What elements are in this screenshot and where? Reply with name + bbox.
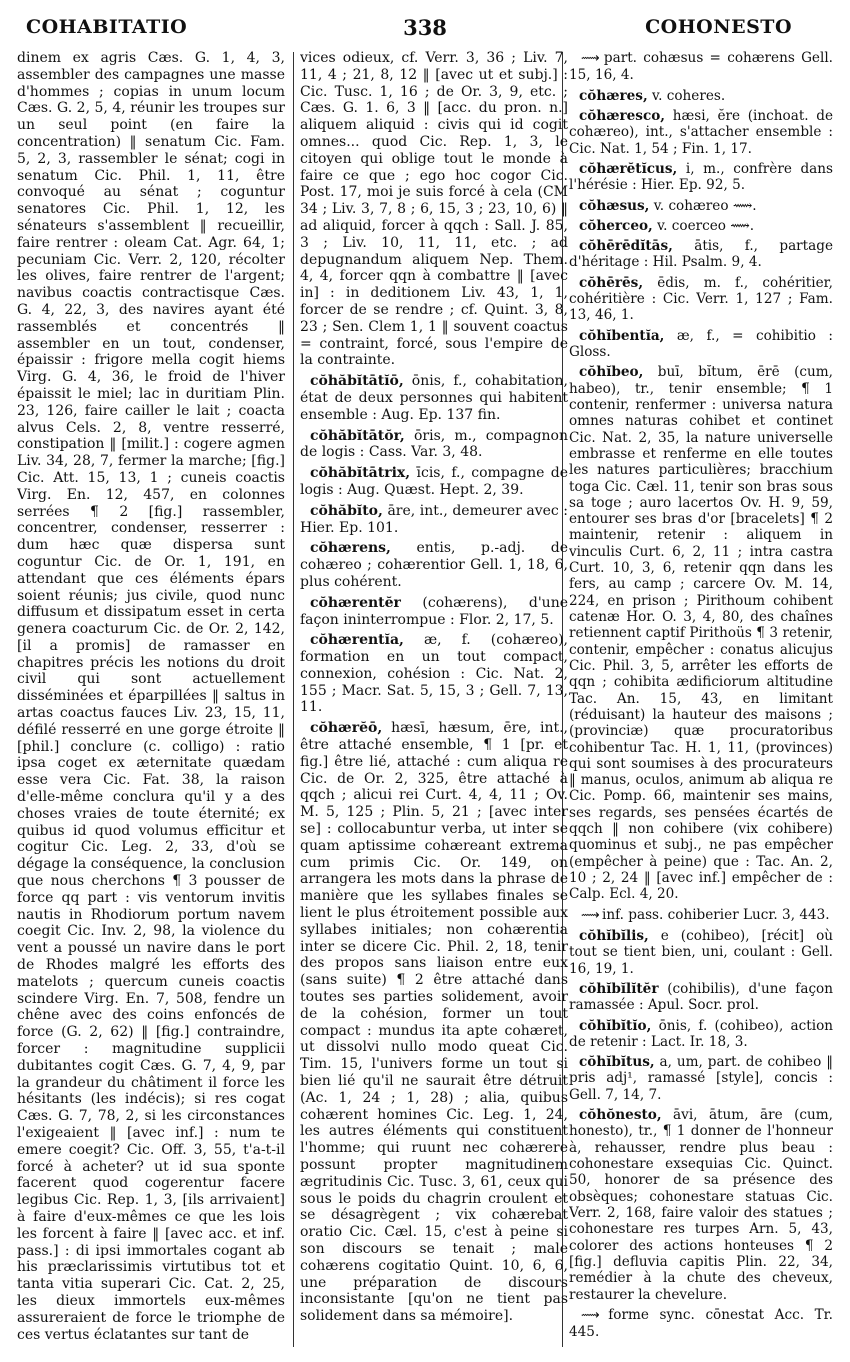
- headword: cŏhērēdĭtās,: [579, 238, 673, 255]
- dictionary-entry: [569, 981, 833, 1014]
- dictionary-entry: [569, 198, 833, 214]
- entry-text: e (cohibeo), [récit] où tout se tient bien, uni, coulant : Gell. 16, 19, 1.: [569, 927, 833, 977]
- headword: cŏhērēs,: [579, 274, 644, 291]
- dictionary-entry: [300, 50, 568, 369]
- page-number: 338: [403, 15, 447, 40]
- entry-text: hæsi, ĕre (inchoat. de cohæreo), int., s'attacher ensemble : Cic. Nat. 1, 54 ; Fin. 1, 17.: [569, 107, 833, 157]
- entry-text: āvi, ātum, āre (cum, honesto), tr., ¶ 1 donner de l'honneur à, rehausser, rendre plus beau : cohonestare exsequias Cic. Quinct. 50, honorer de sa présence des obsèques; cohonestare statuas Cic. Verr. 2, 168, faire valoir des statues ; cohonestare res turpes Arn. 5, 43, colorer des actions honteuses ¶ 2 [fig.] defluvia capitis Plin. 22, 34, remédier à la chute des cheveux, restaurer la chevelure.: [569, 1107, 833, 1303]
- dictionary-entry: [300, 595, 568, 629]
- headword: cŏhĭbeo,: [579, 364, 644, 381]
- entry-note: [569, 907, 833, 924]
- entry-text: i, m., confrère dans l'hérésie : Hier. Ep. 92, 5.: [569, 160, 833, 194]
- headword: cŏhæresco,: [579, 107, 666, 124]
- column-left: [17, 50, 285, 1350]
- headword: cŏhĭbĭtĭo,: [579, 1017, 652, 1034]
- headword: cŏhĭbĭtus,: [579, 1054, 655, 1071]
- headword: cŏhăbĭtātrix,: [310, 465, 411, 482]
- running-head-right: COHONESTO: [645, 16, 792, 38]
- dictionary-entry: [300, 465, 568, 499]
- running-head-left: COHABITATIO: [26, 16, 188, 38]
- dictionary-entry: [300, 373, 568, 423]
- entry-text: ōnis, f., cohabitation, état de deux personnes qui habitent ensemble : Aug. Ep. 137 fin.: [300, 373, 568, 423]
- column-middle: [300, 50, 568, 1350]
- entry-text: ātis, f., partage d'héritage : Hil. Psalm. 9, 4.: [569, 238, 833, 271]
- arrow-icon: ⟿: [581, 51, 598, 66]
- entry-text: inf. pass. cohiberier Lucr. 3, 443.: [601, 906, 830, 923]
- headword: cŏhærĕtĭcus,: [579, 160, 678, 177]
- entry-text: ōris, m., compagnon de logis : Cass. Var. 3, 48.: [300, 427, 568, 461]
- headword: cŏhăbĭtātĭō,: [310, 373, 404, 390]
- arrow-icon: ⟿: [581, 1307, 598, 1323]
- headword: cŏhĭbentĭa,: [579, 327, 665, 344]
- headword: cŏhŏnesto,: [579, 1107, 662, 1124]
- dictionary-entry: [569, 238, 833, 271]
- dictionary-entry: [569, 364, 833, 902]
- dictionary-entry: [569, 928, 833, 977]
- dictionary-entry: [569, 218, 833, 234]
- dictionary-entry: [300, 428, 568, 462]
- entry-text: entis, p.-adj. de cohæreo ; cohærentior Gell. 1, 18, 6, plus cohérent.: [300, 540, 568, 590]
- dictionary-entry: [300, 720, 568, 1325]
- column-right: [569, 50, 833, 1350]
- headword: cŏhærentĭa,: [310, 632, 404, 649]
- entry-text: a, um, part. de cohibeo ‖ pris adj¹, ramassé [style], concis : Gell. 7, 14, 7.: [569, 1054, 833, 1103]
- entry-text: (cohibilis), d'une façon ramassée : Apul. Socr. prol.: [569, 980, 833, 1014]
- dictionary-entry: [569, 328, 833, 361]
- entry-text: v. cohæreo ⟿.: [653, 197, 757, 214]
- dictionary-entry: [569, 1054, 833, 1103]
- dictionary-entry: [300, 503, 568, 537]
- entry-text: (cohærens), d'une façon ininterrompue : Flor. 2, 17, 5.: [300, 594, 568, 628]
- dictionary-entry: [569, 1018, 833, 1051]
- dictionary-entry: [569, 161, 833, 194]
- column-divider: [293, 52, 294, 1347]
- headword: cŏhærentĕr: [310, 594, 401, 611]
- headword: cŏhĭbĭlĭtĕr: [579, 980, 659, 997]
- entry-note: [569, 1307, 833, 1341]
- entry-text: æ, f. (cohæreo), formation en un tout compact, connexion, cohésion : Cic. Nat. 2, 155 ; Macr. Sat. 5, 15, 3 ; Gell. 7, 13, 11.: [300, 632, 568, 716]
- entry-text: part. cohæsus = cohærens Gell. 15, 16, 4.: [569, 50, 833, 84]
- entry-text: ēdis, m. f., cohéritier, cohéritière : Cic. Verr. 1, 127 ; Fam. 13, 46, 1.: [569, 274, 833, 324]
- dictionary-entry: [569, 1107, 833, 1303]
- entry-text: īcis, f., compagne de logis : Aug. Quæst. Hept. 2, 39.: [300, 465, 568, 498]
- dictionary-entry: [569, 88, 833, 104]
- dictionary-entry: [300, 540, 568, 590]
- entry-text: vices odieux, cf. Verr. 3, 36 ; Liv. 7, 11, 4 ; 21, 8, 12 ‖ [avec ut et subj.] : Cic. Tusc. 1, 16 ; de Or. 3, 9, etc. ; Cæs. G. 1. 6, 3 ‖ [acc. du pron. n.] aliquem aliquid : civis qui id cogit omnes... quod Cic. Rep. 1, 3, le citoyen qui oblige tout le monde à faire ce que ; ego hoc cogor Cic. Post. 17, moi je suis forcé à cela (CM 34 ; Liv. 3, 7, 8 ; 6, 15, 3 ; 23, 10, 6) ‖ ad aliquid, forcer à qqch : Sall. J. 85, 3 ; Liv. 10, 11, 11, etc. ; ad depugnandum aliquem Nep. Them. 4, 4, forcer qqn à combattre ‖ [avec in] : in deditionem Liv. 43, 1, 1, forcer de se rendre ; cf. Quint. 3, 8, 23 ; Sen. Clem 1, 1 ‖ souvent coactus = contraint, forcé, sous l'empire de la contrainte.: [300, 50, 568, 369]
- headword: cŏhærĕō,: [310, 720, 383, 737]
- dictionary-entry: [569, 275, 833, 324]
- headword: cŏhæres,: [579, 87, 648, 104]
- page-header: [18, 8, 832, 42]
- headword: cŏhăbĭtātŏr,: [310, 427, 405, 444]
- headword: cŏhærens,: [310, 540, 391, 557]
- headword: cŏhĭbĭlis,: [579, 927, 649, 944]
- entry-note: [569, 50, 833, 84]
- headword: cŏhăbĭto,: [310, 502, 383, 519]
- entry-text: æ, f., = cohibitio : Gloss.: [569, 327, 833, 360]
- headword: cŏherceo,: [579, 217, 653, 234]
- arrow-icon: ⟿: [581, 907, 598, 923]
- entry-text: āre, int., demeurer avec : Hier. Ep. 101.: [300, 502, 568, 536]
- entry-text: v. coerceo ⟿.: [657, 217, 755, 234]
- entry-text: v. coheres.: [652, 87, 726, 104]
- dictionary-entry: [300, 632, 568, 716]
- dictionary-entry: [569, 108, 833, 157]
- entry-text: ōnis, f. (cohibeo), action de retenir : Lact. Ir. 18, 3.: [569, 1017, 833, 1050]
- headword: cŏhæsus,: [579, 197, 650, 214]
- entry-text: hæsī, hæsum, ēre, int., être attaché ensemble, ¶ 1 [pr. et fig.] être lié, attaché : cum aliqua re Cic. de Or. 2, 325, être attaché à qqch ; alicui rei Curt. 4, 4, 11 ; Ov. M. 5, 125 ; Plin. 5, 21 ; [avec inter se] : collocabuntur verba, ut inter se quam aptissime cohæreant extrema cum primis Cic. Or. 149, on arrangera les mots dans la phrase de manière que les syllabes finales se lient le plus étroitement possible aux syllabes initiales; non cohærentia inter se dicere Cic. Phil. 2, 18, tenir des propos sans liaison entre eux (sans suite) ¶ 2 être attaché dans toutes ses parties solidement, avoir de la cohésion, former un tout compact : mundus ita apte cohæret, ut dissolvi nullo modo queat Cic. Tim. 15, l'univers forme un tout si bien lié qu'il ne saurait être détruit (Ac. 1, 24 ; 1, 28) ; alia, quibus cohærent homines Cic. Leg. 1, 24, les autres éléments qui constituent l'homme; qui ruunt nec cohærere possunt propter magnitudinem ægritudinis Cic. Tusc. 3, 61, ceux qui sous le poids du chagrin croulent et se désagrègent ; vix cohærebat oratio Cic. Cæl. 15, c'est à peine si son discours se tenait ; male cohærens cogitatio Quint. 10, 6, 6, une préparation de discours inconsistante [qu'on ne tient pas solidement dans sa mémoire].: [300, 720, 568, 1325]
- entry-text: buī, bĭtum, ērē (cum, habeo), tr., tenir ensemble; ¶ 1 contenir, renfermer : universa natura omnes naturas cohibet et continet Cic. Nat. 2, 35, la nature universelle embrasse et renferme en elle toutes les natures particulières; bracchium toga Cic. Cæl. 11, tenir son bras sous sa toge ; auro lacertos Ov. H. 9, 59, entourer ses bras d'or [bracelets] ¶ 2 maintenir, retenir : aliquem in vinculis Curt. 6, 2, 11 ; intra castra Curt. 10, 3, 6, retenir qqn dans les fers, au camp ; carcere Ov. M. 14, 224, en prison ; Pirithoum cohibent catenæ Hor. O. 3, 4, 80, des chaînes retiennent captif Pirithoüs ¶ 3 retenir, contenir, empêcher : conatus alicujus Cic. Phil. 3, 5, arrêter les efforts de qqn ; cohibita ædificiorum altitudine Tac. An. 15, 43, en limitant (réduisant) la hauteur des maisons ; (provinciæ) quæ procuratoribus cohibentur Tac. H. 1, 11, (provinces) qui sont soumises à des procurateurs ‖ manus, oculos, animum ab aliqua re Cic. Pomp. 66, maintenir ses mains, ses regards, ses pensées écartés de qqch ‖ non cohibere (vix cohibere) quominus et subj., ne pas empêcher (empêcher à peine) que : Tac. An. 2, 10 ; 2, 24 ‖ [avec inf.] empêcher de : Calp. Ecl. 4, 20.: [569, 364, 833, 903]
- entry-text: dinem ex agris Cæs. G. 1, 4, 3, assembler des campagnes une masse d'hommes ; copias in unum locum Cæs. G. 2, 5, 4, réunir les troupes sur un seul point (en faire la concentration) ‖ senatum Cic. Fam. 5, 2, 3, rassembler le sénat; cogi in senatum Cic. Phil. 1, 11, être convoqué au sénat ; coguntur senatores Cic. Phil. 1, 12, les sénateurs s'assemblent ‖ recueillir, faire rentrer : oleam Cat. Agr. 64, 1; pecuniam Cic. Verr. 2, 120, récolter les olives, faire rentrer de l'argent; navibus coactis contractisque Cæs. G. 4, 22, 3, des navires ayant été rassemblés et concentrés ‖ assembler en un tout, condenser, épaissir : frigore mella cogit hiems Virg. G. 4, 36, le froid de l'hiver épaissit le miel; lac in duritiam Plin. 23, 126, faire cailler le lait ; coacta alvus Cels. 2, 8, ventre resserré, constipation ‖ [milit.] : cogere agmen Liv. 34, 28, 7, fermer la marche; [fig.] Cic. Att. 15, 13, 1 ; cuneis coactis Virg. En. 12, 457, en colonnes serrées ¶ 2 [fig.] rassembler, concentrer, condenser, resserrer : dum hæc quæ dispersa sunt coguntur Cic. de Or. 1, 191, en attendant que ces éléments épars soient réunis; jus civile, quod nunc diffusum et dissipatum esset in certa genera coacturum Cic. de Or. 2, 142, [il a promis] de ramasser en chapitres précis les notions du droit civil qui sont actuellement disséminées et éparpillées ‖ saltus in artas coactus fauces Liv. 23, 15, 11, défilé resserré en une gorge étroite ‖ [phil.] conclure (c. colligo) : ratio ipsa coget ex æternitate quædam esse vera Cic. Fat. 38, la raison d'elle-même conclura qu'il y a des choses vraies de toute éternité; ex quibus id quod volumus efficitur et cogitur Cic. Leg. 2, 33, d'où se dégage la conséquence, la conclusion que nous cherchons ¶ 3 pousser de force qq part : vis ventorum invitis nautis in Rhodiorum portum navem coegit Cic. Inv. 2, 98, la violence du vent a poussé un navire dans le port de Rhodes malgré les efforts des matelots ; quercum cuneis coactis scindere Virg. En. 7, 508, fendre un chêne avec des coins enfoncés de force (G. 2, 62) ‖ [fig.] contraindre, forcer : magnitudine supplicii dubitantes cogit Cæs. G. 7, 4, 9, par la grandeur du châtiment il force les hésitants (les indécis); si res cogat Cæs. G. 7, 78, 2, si les circonstances l'exigeaient ‖ [avec inf.] : num te emere coegit? Cic. Off. 3, 55, t'a-t-il forcé à acheter? ut id sua sponte facerent quod cogerentur facere legibus Cic. Rep. 1, 3, [ils arrivaient] à faire d'eux-mêmes ce que les lois les forcent à faire ‖ [avec acc. et inf. pass.] : di ipsi immortales cogant ab his præclarissimis virtutibus tot et tanta vitia superari Cic. Cat. 2, 25, les dieux immortels eux-mêmes assureraient de force le triomphe de ces vertus éclatantes sur tant de: [17, 50, 285, 1343]
- dictionary-entry: [17, 50, 285, 1343]
- entry-text: forme sync. cōnestat Acc. Tr. 445.: [569, 1306, 833, 1341]
